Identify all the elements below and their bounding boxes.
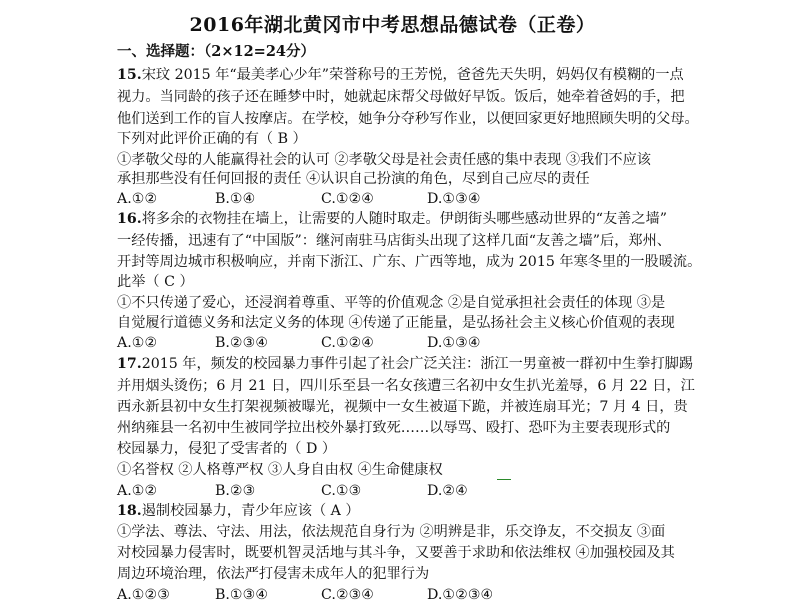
question-number: 18.	[117, 503, 142, 519]
choice-b: B.②③④	[215, 335, 269, 351]
question-15-item-line-1: ①孝敬父母的人能赢得社会的认可 ②孝敬父母是社会责任感的集中表现 ③我们不应该	[117, 152, 651, 168]
page-title: 2016年湖北黄冈市中考思想品德试卷（正卷）	[189, 14, 596, 36]
question-18-item-line-1: ①学法、尊法、守法、用法，依法规范自身行为 ②明辨是非，乐交诤友，不交损友 ③面	[117, 524, 666, 540]
question-number: 16.	[117, 211, 142, 227]
question-16-line-1: 16.将多余的衣物挂在墙上，让需要的人随时取走。伊朗街头哪些感动世界的“友善之墙”	[117, 211, 667, 227]
question-15-line-3: 他们送到工作的盲人按摩店。在学校，她争分夺秒写作业，以便回家更好地照顾失明的父母。	[117, 111, 699, 127]
question-16-line-4: 此举（ C ）	[117, 274, 194, 290]
question-18-line-1: 18.遏制校园暴力，青少年应该（ A ）	[117, 503, 360, 519]
choice-c: C.①②④	[321, 335, 375, 351]
question-17-choices	[117, 481, 496, 501]
question-17-item-line-1: ①名誉权 ②人格尊严权 ③人身自由权 ④生命健康权	[117, 462, 443, 478]
spellcheck-mark	[497, 473, 511, 480]
question-18-choices	[117, 585, 521, 605]
question-18-item-line-2: 对校园暴力侵害时，既要机智灵活地与其斗争，又要善于求助和依法维权 ④加强校园及其	[117, 545, 675, 561]
question-18-item-line-3: 周边环境治理，依法严打侵害未成年人的犯罪行为	[117, 566, 430, 582]
choice-b: B.①③④	[215, 587, 269, 603]
choice-d: D.②④	[427, 483, 468, 499]
question-15-line-1: 15.宋玟 2015 年“最美孝心少年”荣誉称号的王芳悦，爸爸先天失明，妈妈仅有模糊的一点	[117, 67, 684, 83]
question-17-line-5: 校园暴力，侵犯了受害者的（ D ）	[117, 441, 337, 457]
question-17-line-2: 并用烟头烫伤；6 月 21 日，四川乐至县一名女孩遭三名初中女生扒光羞辱，6 月 22 日，江	[117, 378, 695, 394]
question-15-item-line-2: 承担那些没有任何回报的责任 ④认识自己扮演的角色，尽到自己应尽的责任	[117, 171, 590, 187]
choice-b: B.①④	[215, 191, 256, 207]
question-17-line-1: 17.2015 年，频发的校园暴力事件引起了社会广泛关注：浙江一男童被一群初中生拳打脚踢	[117, 356, 694, 372]
question-16-line-2: 一经传播，迅速有了“中国版”：继河南驻马店街头出现了这样几面“友善之墙”后，郑州、	[117, 233, 671, 249]
question-17-line-4: 州纳雍县一名初中生被同学拉出校外暴打致死……以辱骂、殴打、恐吓为主要表现形式的	[117, 420, 671, 436]
choice-c: C.①③	[321, 483, 362, 499]
question-16-choices	[117, 333, 509, 353]
choice-d: D.①③④	[427, 191, 481, 207]
choice-d: D.①②③④	[427, 587, 494, 603]
question-15-line-4: 下列对此评价正确的有（ B ）	[117, 131, 307, 147]
question-16-item-line-1: ①不只传递了爱心，还浸润着尊重、平等的价值观念 ②是自觉承担社会责任的体现 ③是	[117, 295, 666, 311]
section-heading: 一、选择题：（2×12=24分）	[117, 43, 315, 60]
question-15-line-2: 视力。当同龄的孩子还在睡梦中时，她就起床帮父母做好早饭。饭后，她牵着爸妈的手，把	[117, 89, 685, 105]
choice-c: C.①②④	[321, 191, 375, 207]
choice-a: A.①②	[117, 483, 158, 499]
choice-a: A.①②③	[117, 587, 170, 603]
choice-a: A.①②	[117, 191, 158, 207]
question-number: 17.	[117, 356, 142, 372]
choice-c: C.②③④	[321, 587, 375, 603]
choice-b: B.②③	[215, 483, 256, 499]
choice-d: D.①③④	[427, 335, 481, 351]
choice-a: A.①②	[117, 335, 158, 351]
question-15-choices	[117, 189, 509, 209]
question-17-line-3: 西永新县初中女生打架视频被曝光，视频中一女生被逼下跪，并被连扇耳光；7 月 4 日，贵	[117, 399, 688, 415]
question-16-item-line-2: 自觉履行道德义务和法定义务的体现 ④传递了正能量，是弘扬社会主义核心价值观的表现	[117, 315, 675, 331]
question-16-line-3: 开封等周边城市积极响应，并南下浙江、广东、广西等地，成为 2015 年寒冬里的一股暖流。	[117, 254, 702, 270]
question-number: 15.	[117, 67, 142, 83]
